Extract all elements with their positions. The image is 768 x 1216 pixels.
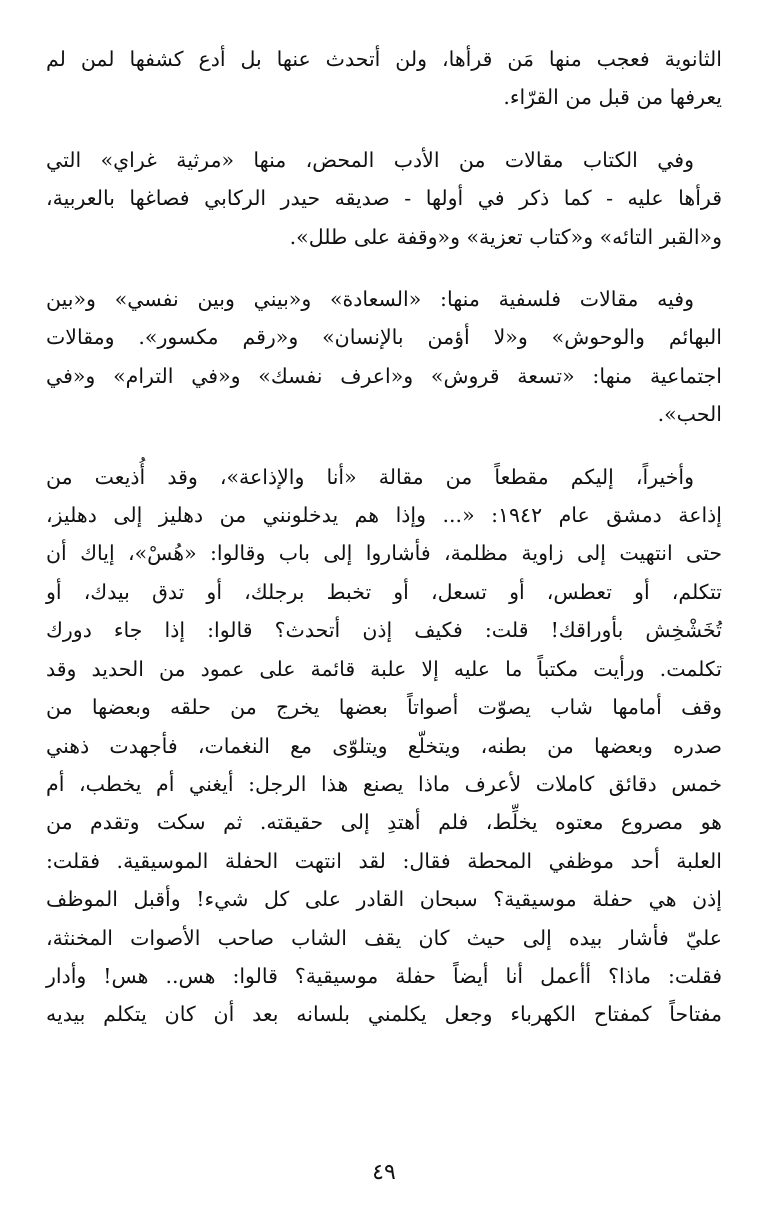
text-line: تُخَشْخِش بأوراقك! قلت: فكيف إذن أتحدث؟ قالوا: إذا جاء دورك <box>46 618 722 643</box>
paragraph-1 <box>46 40 722 117</box>
paragraph-2 <box>46 141 722 256</box>
text-line: وأخيراً، إليكم مقطعاً من مقالة «أنا والإذاعة»، وقد أُذيعت من <box>46 464 694 489</box>
text-line: تكلمت. ورأيت مكتباً ما عليه إلا علبة قائمة على عمود من الحديد وقد <box>46 656 722 681</box>
text-line: صدره وبعضها من بطنه، ويتخلّع ويتلوّى مع النغمات، فأجهدت ذهني <box>46 733 722 758</box>
text-line: يعرفها من قبل من القرّاء. <box>503 85 722 110</box>
text-line: وقف أمامها شاب يصوّت أصواتاً بعضها يخرج من حلقه وبعضها من <box>46 695 722 720</box>
text-line: و«القبر التائه» و«كتاب تعزية» و«وقفة على طلل». <box>289 224 722 249</box>
text-line: هو مصروع معتوه يخلِّط، فلم أهتدِ إلى حقيقته. ثم سكت وتقدم من <box>46 810 722 835</box>
text-line: اجتماعية منها: «تسعة قروش» و«اعرف نفسك» و«في الترام» و«في <box>46 363 722 388</box>
paragraph-4 <box>46 458 722 1034</box>
text-line: عليّ فأشار بيده إلى حيث كان يقف الشاب صاحب الأصوات المخنثة، <box>46 925 722 950</box>
text-line: تتكلم، أو تعطس، أو تسعل، أو تخبط برجلك، أو تدق بيدك، أو <box>46 579 722 604</box>
text-line: الحب». <box>657 402 722 427</box>
text-line: البهائم والوحوش» و«لا أؤمن بالإنسان» و«رقم مكسور». ومقالات <box>46 325 722 350</box>
text-line: قرأها عليه - كما ذكر في أولها - صديقه حيدر الركابي فصاغها بالعربية، <box>46 186 722 211</box>
text-line: فقلت: ماذا؟ أأعمل أنا أيضاً حفلة موسيقية؟ قالوا: هس.. هس! وأدار <box>46 963 722 988</box>
text-line: وفيه مقالات فلسفية منها: «السعادة» و«بيني وبين نفسي» و«بين <box>46 287 694 312</box>
text-line: حتى انتهيت إلى زاوية مظلمة، فأشاروا إلى باب وقالوا: «هُسْ»، إياك أن <box>46 541 722 566</box>
text-line: مفتاحاً كمفتاح الكهرباء وجعل يكلمني بلسانه بعد أن كان يتكلم بيديه <box>46 1002 722 1027</box>
text-line: إذن هي حفلة موسيقية؟ سبحان القادر على كل شيء! وأقبل الموظف <box>46 887 722 912</box>
text-line: الثانوية فعجب منها مَن قرأها، ولن أتحدث عنها بل أدع كشفها لمن لم <box>46 47 722 71</box>
paragraph-3 <box>46 280 722 434</box>
page-number: ٤٩ <box>372 1160 396 1185</box>
page-body <box>46 40 722 1058</box>
text-line: العلبة أحد موظفي المحطة فقال: لقد انتهت الحفلة الموسيقية. فقلت: <box>46 848 722 873</box>
text-line: خمس دقائق كاملات لأعرف ماذا يصنع هذا الرجل: أيغني أم يخطب، أم <box>46 771 722 796</box>
text-line: إذاعة دمشق عام ١٩٤٢: «... وإذا هم يدخلونني من دهليز إلى دهليز، <box>46 503 722 528</box>
text-line: وفي الكتاب مقالات من الأدب المحض، منها «مرثية غراي» التي <box>46 147 694 172</box>
